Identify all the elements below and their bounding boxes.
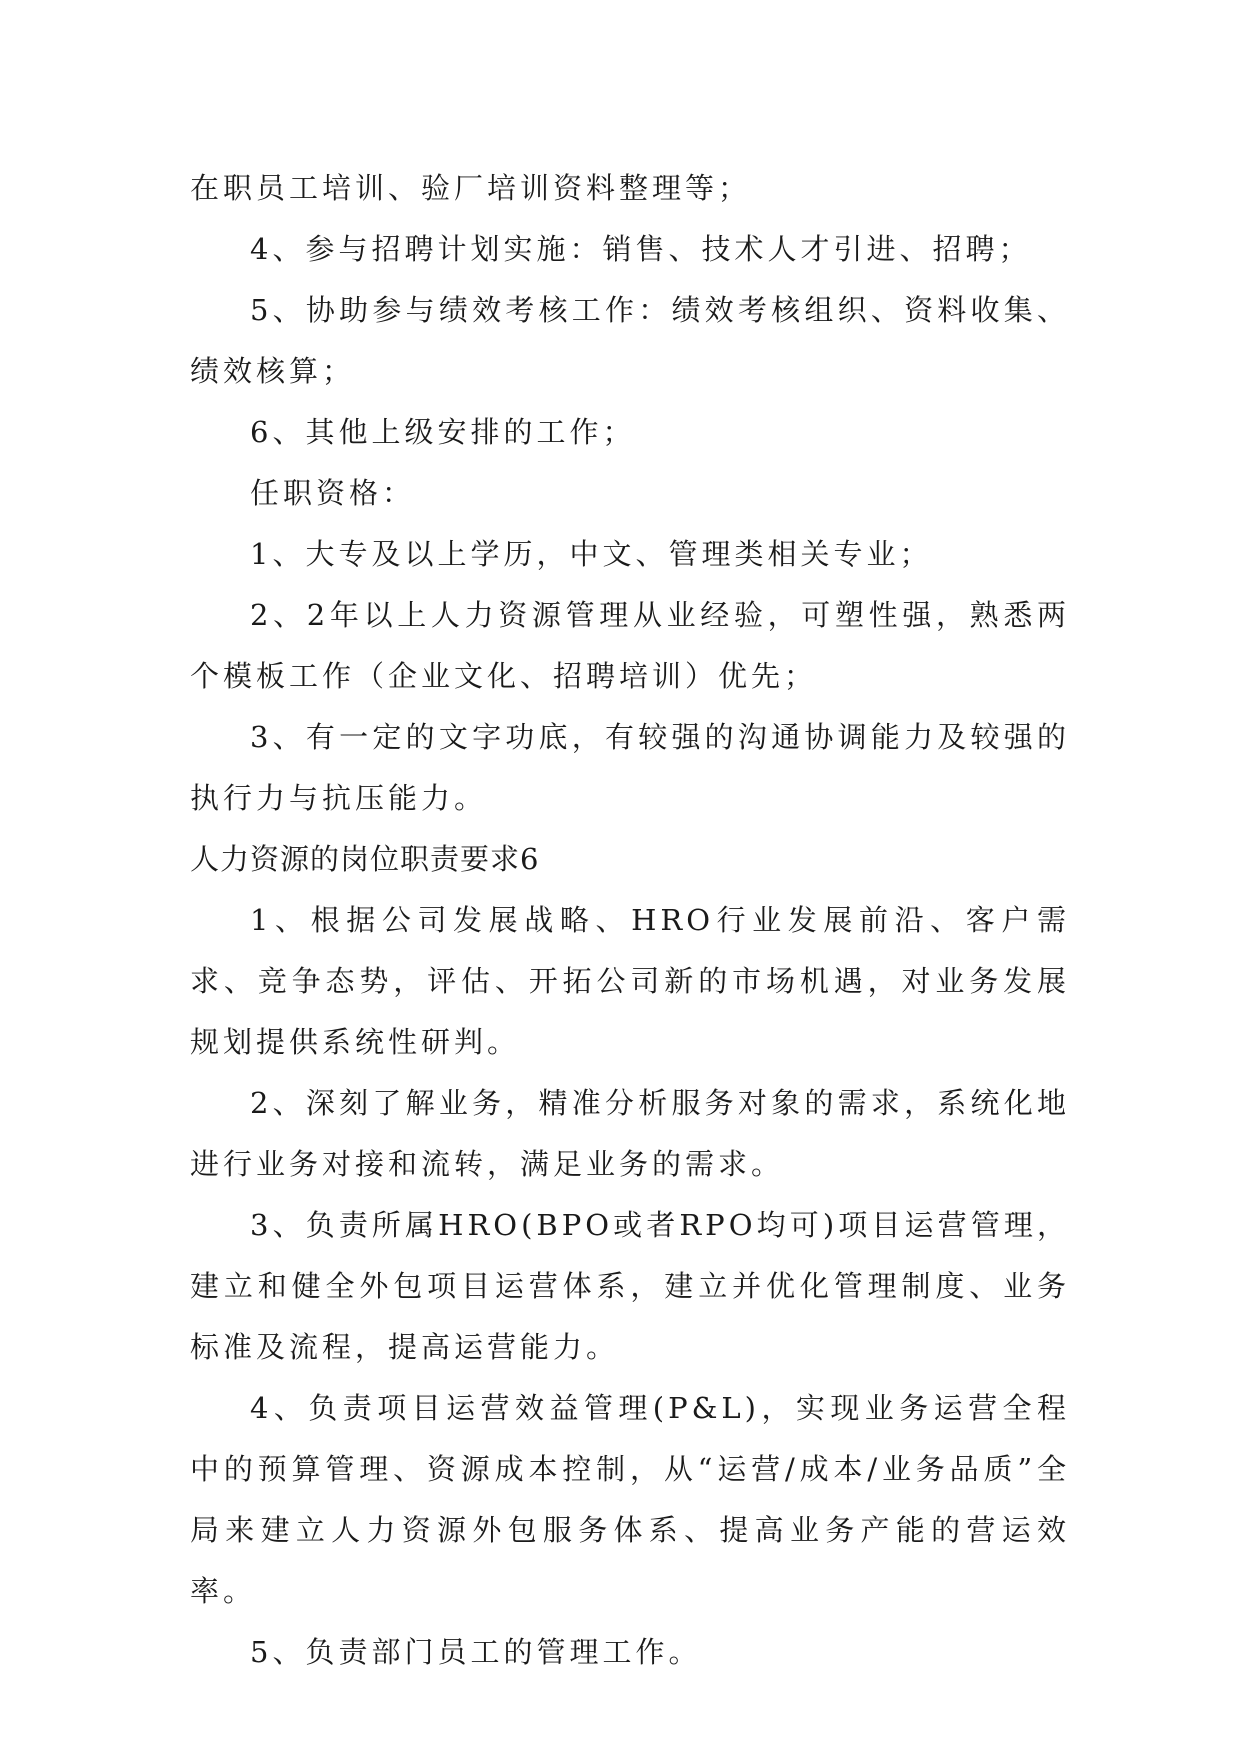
paragraph-item-6-other: 6、其他上级安排的工作； xyxy=(250,415,636,449)
duty-item-1: 1、根据公司发展战略、HRO行业发展前沿、客户需求、竞争态势，评估、开拓公司新的市场机遇，对业务发展规划提供系统性研判。 xyxy=(190,903,1070,1059)
section-heading: 人力资源的岗位职责要求6 xyxy=(190,842,540,876)
duty-item-4: 4、负责项目运营效益管理(P&L)，实现业务运营全程中的预算管理、资源成本控制，从“运营/成本/业务品质”全局来建立人力资源外包服务体系、提高业务产能的营运效率。 xyxy=(190,1391,1070,1608)
qualifications-label: 任职资格： xyxy=(250,476,416,510)
qualification-item-1: 1、大专及以上学历，中文、管理类相关专业； xyxy=(250,537,933,571)
duty-item-3: 3、负责所属HRO(BPO或者RPO均可)项目运营管理，建立和健全外包项目运营体系，建立并优化管理制度、业务标准及流程，提高运营能力。 xyxy=(190,1208,1070,1364)
duty-item-2: 2、深刻了解业务，精准分析服务对象的需求，系统化地进行业务对接和流转，满足业务的需求。 xyxy=(190,1086,1070,1181)
duty-item-5: 5、负责部门员工的管理工作。 xyxy=(250,1635,702,1669)
paragraph-continuation: 在职员工培训、验厂培训资料整理等； xyxy=(190,171,752,205)
qualification-item-3: 3、有一定的文字功底，有较强的沟通协调能力及较强的执行力与抗压能力。 xyxy=(190,720,1070,815)
paragraph-item-5-performance: 5、协助参与绩效考核工作：绩效考核组织、资料收集、绩效核算； xyxy=(190,293,1070,388)
document-body xyxy=(190,158,1070,1683)
qualification-item-2: 2、2年以上人力资源管理从业经验，可塑性强，熟悉两个模板工作（企业文化、招聘培训）优先； xyxy=(190,598,1070,693)
paragraph-item-4-recruitment: 4、参与招聘计划实施：销售、技术人才引进、招聘； xyxy=(250,232,1032,266)
